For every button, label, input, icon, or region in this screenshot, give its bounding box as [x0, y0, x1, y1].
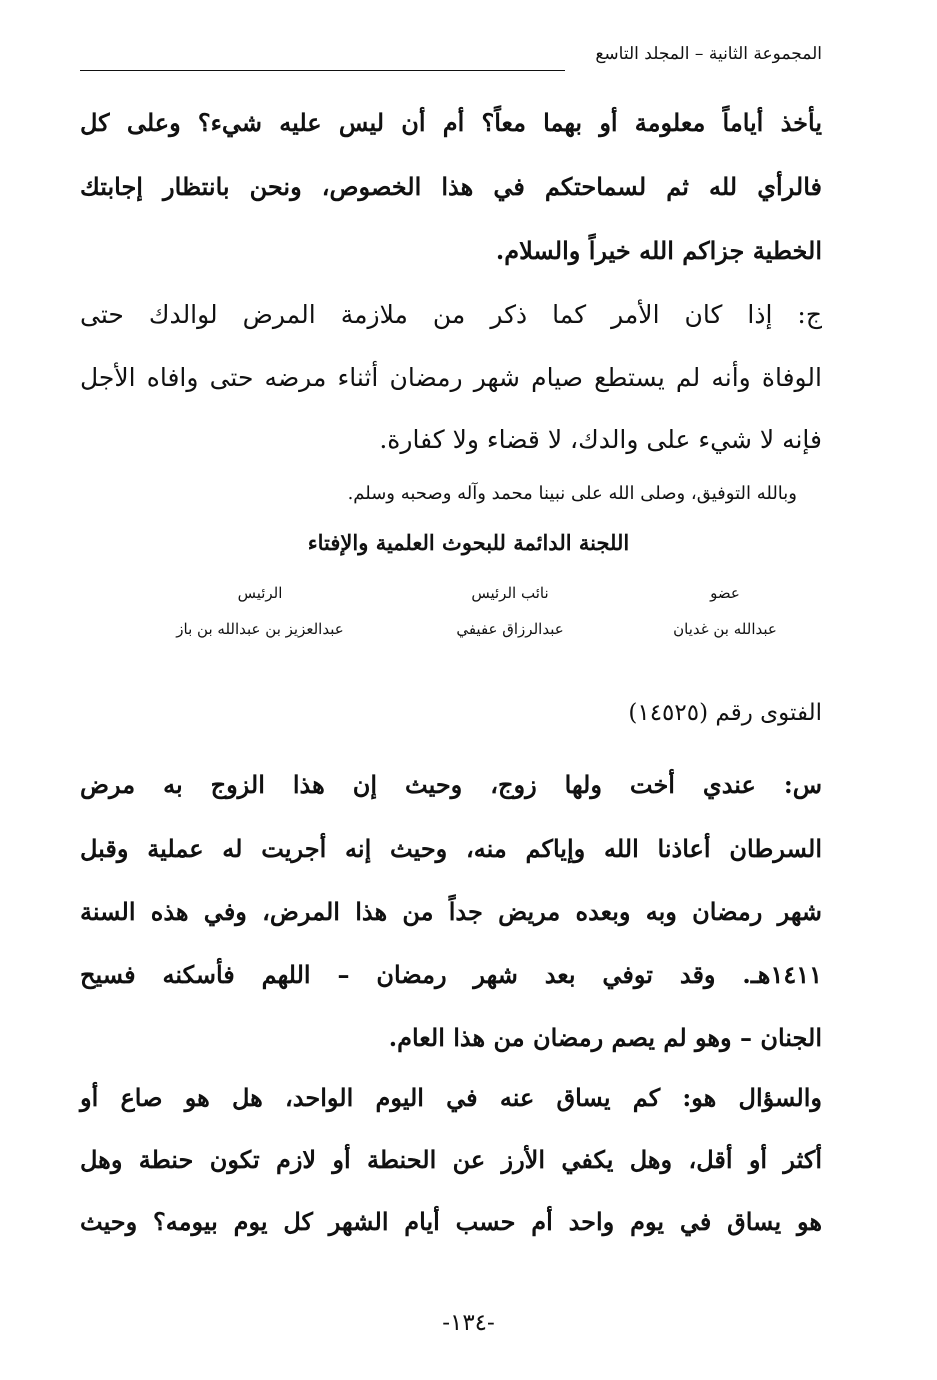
signature-chair	[160, 584, 360, 638]
signature-role: الرئيس	[237, 584, 283, 602]
question-line: شهر رمضان وبه وبعده مريض جداً من هذا المرض، وفي هذه السنة	[80, 897, 822, 926]
signature-name: عبدالرزاق عفيفي	[456, 620, 564, 638]
page-number: -١٣٤-	[442, 1310, 495, 1336]
running-title: المجموعة الثانية – المجلد التاسع	[595, 44, 822, 64]
answer-line: الوفاة وأنه لم يستطع صيام شهر رمضان أثناء مرضه حتى وافاه الأجل	[80, 363, 822, 392]
signature-role: عضو	[710, 584, 740, 602]
signature-role: نائب الرئيس	[471, 584, 549, 602]
question-line: الجنان – وهو لم يصم رمضان من هذا العام.	[388, 1023, 822, 1052]
prev-question-line: يأخذ أياماً معلومة أو بهما معاً؟ أم أن ليس عليه شيء؟ وعلى كل	[80, 108, 822, 137]
header-rule	[80, 70, 565, 71]
signature-vice-chair	[410, 584, 610, 638]
signature-name: عبدالعزيز بن عبدالله بن باز	[176, 620, 344, 638]
question-line: السرطان أعاذنا الله وإياكم منه، وحيث إنه أجريت له عملية وقبل	[80, 834, 822, 863]
followup-line: هو يساق في يوم واحد أم حسب أيام الشهر كل يوم بيومه؟ وحيث	[80, 1207, 822, 1236]
committee-title: اللجنة الدائمة للبحوث العلمية والإفتاء	[307, 530, 630, 555]
question-line: س: عندي أخت ولها زوج، وحيث إن هذا الزوج به مرض	[80, 770, 822, 799]
signature-member	[630, 584, 820, 638]
closing-prayer: وبالله التوفيق، وصلى الله على نبينا محمد وآله وصحبه وسلم.	[347, 483, 797, 504]
question-line: ١٤١١هـ. وقد توفي بعد شهر رمضان – اللهم فأسكنه فسيح	[80, 960, 822, 989]
answer-line: ج: إذا كان الأمر كما ذكر من ملازمة المرض لوالدك حتى	[80, 300, 822, 329]
followup-line: والسؤال هو: كم يساق عنه في اليوم الواحد، هل هو صاع أو	[80, 1083, 823, 1112]
fatwa-number: الفتوى رقم (١٤٥٢٥)	[628, 700, 822, 726]
prev-question-line: فالرأي لله ثم لسماحتكم في هذا الخصوص، ونحن بانتظار إجابتك	[80, 172, 823, 201]
answer-line: فإنه لا شيء على والدك، لا قضاء ولا كفارة.	[379, 425, 822, 454]
prev-question-line: الخطية جزاكم الله خيراً والسلام.	[495, 236, 822, 265]
followup-line: أكثر أو أقل، وهل يكفي الأرز عن الحنطة أو لازم تكون حنطة وهل	[80, 1145, 822, 1174]
signature-name: عبدالله بن غديان	[673, 620, 777, 638]
